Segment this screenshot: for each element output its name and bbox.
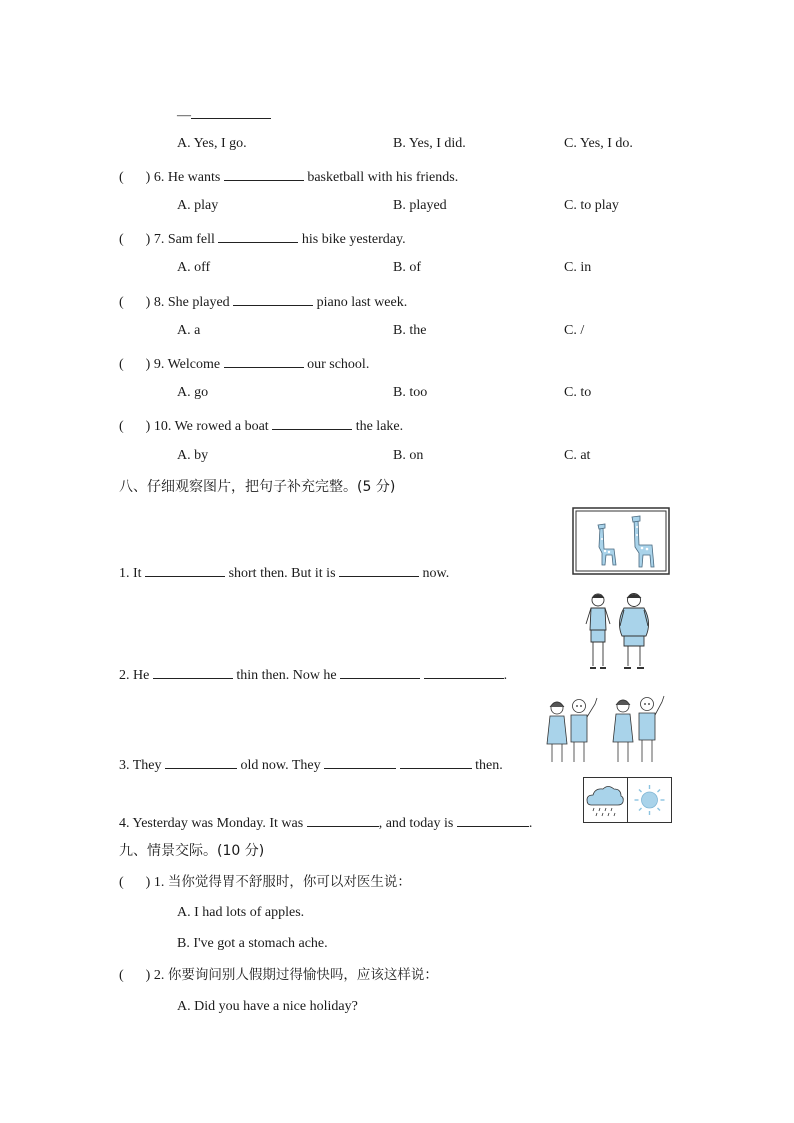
q10-stem: ) 10. We rowed a boat [145,419,269,434]
paren-open: ( [119,875,124,890]
paren-open: ( [119,170,124,185]
paren-open: ( [119,357,124,372]
paren-open: ( [119,232,124,247]
q7-option-a: A. off [177,260,211,275]
q8-stem: ) 8. She played [145,295,230,310]
situation-question-2 [119,966,438,985]
s3-blank-2[interactable] [324,754,396,769]
q6-option-b: B. played [393,198,447,213]
s1-blank-2[interactable] [339,562,419,577]
s4-blank-2[interactable] [457,812,529,827]
s9-q1-option-b: B. I've got a stomach ache. [177,936,328,951]
q9-stem: ) 9. Welcome [145,357,221,372]
q6-option-c: C. to play [564,198,619,213]
q9-blank[interactable] [224,353,304,368]
s4-end: . [528,816,533,831]
paren-open: ( [119,419,124,434]
q8-blank[interactable] [233,291,313,306]
sentence-2 [119,664,507,685]
s3-blank-1[interactable] [165,754,237,769]
s2-middle: thin then. Now he [236,668,337,683]
s3-end: then. [475,758,503,773]
thin-and-fat-man-picture [578,590,656,676]
s9-q2-option-a: A. Did you have a nice holiday? [177,999,358,1014]
q9-option-c: C. to [564,385,592,400]
q8-option-c: C. / [564,323,585,338]
s4-start: 4. Yesterday was Monday. It was [119,816,304,831]
s9-q2-num: ) 2. [145,968,165,983]
q7-after: his bike yesterday. [301,232,406,247]
dash: — [177,108,191,123]
s2-blank-3[interactable] [424,664,504,679]
situation-question-1 [119,873,411,892]
s2-blank-2[interactable] [340,664,420,679]
q6-after: basketball with his friends. [307,170,459,185]
q9-option-a: A. go [177,385,209,400]
weather-picture [583,777,672,823]
q8-option-b: B. the [393,323,427,338]
question-7 [119,228,406,249]
s1-blank-1[interactable] [145,562,225,577]
q10-blank[interactable] [272,415,352,430]
s9-q1-prompt: 当你觉得胃不舒服时，你可以对医生说： [167,874,411,890]
question-6 [119,166,458,187]
q5-option-a: A. Yes, I go. [177,136,247,151]
q7-option-c: C. in [564,260,592,275]
paren-open: ( [119,968,124,983]
q10-option-b: B. on [393,448,424,463]
sentence-3 [119,754,503,775]
s1-start: 1. It [119,566,142,581]
q6-option-a: A. play [177,198,219,213]
paren-open: ( [119,295,124,310]
section-9-heading: 九、情景交际。(10 分) [119,843,265,859]
sentence-1 [119,562,449,583]
s4-middle: , and today is [378,816,454,831]
question-10 [119,415,403,436]
q9-option-b: B. too [393,385,428,400]
q10-after: the lake. [355,419,404,434]
q8-option-a: A. a [177,323,201,338]
s3-middle: old now. They [240,758,321,773]
s2-start: 2. He [119,668,150,683]
section-8-heading: 八、仔细观察图片，把句子补充完整。(5 分) [119,479,396,495]
q6-blank[interactable] [224,166,304,181]
sentence-4 [119,812,532,833]
question-8 [119,291,407,312]
s3-start: 3. They [119,758,162,773]
q5-answer-line [177,104,271,125]
q5-option-c: C. Yes, I do. [564,136,633,151]
s3-blank-3[interactable] [400,754,472,769]
q10-option-c: C. at [564,448,591,463]
question-9 [119,353,369,374]
old-couple-picture [545,692,669,768]
s1-middle: short then. But it is [228,566,336,581]
s9-q2-prompt: 你要询问别人假期过得愉快吗，应该这样说： [167,967,438,983]
s1-end: now. [422,566,450,581]
q7-blank[interactable] [218,228,298,243]
s2-end: . [503,668,508,683]
q10-option-a: A. by [177,448,209,463]
s4-blank-1[interactable] [307,812,379,827]
q8-after: piano last week. [316,295,408,310]
q7-option-b: B. of [393,260,421,275]
q7-stem: ) 7. Sam fell [145,232,215,247]
q6-stem: ) 6. He wants [145,170,221,185]
q5-option-b: B. Yes, I did. [393,136,466,151]
s9-q1-num: ) 1. [145,875,165,890]
s9-q1-option-a: A. I had lots of apples. [177,905,305,920]
s2-blank-1[interactable] [153,664,233,679]
q9-after: our school. [307,357,370,372]
answer-blank[interactable] [191,104,271,119]
giraffes-picture [572,507,670,575]
